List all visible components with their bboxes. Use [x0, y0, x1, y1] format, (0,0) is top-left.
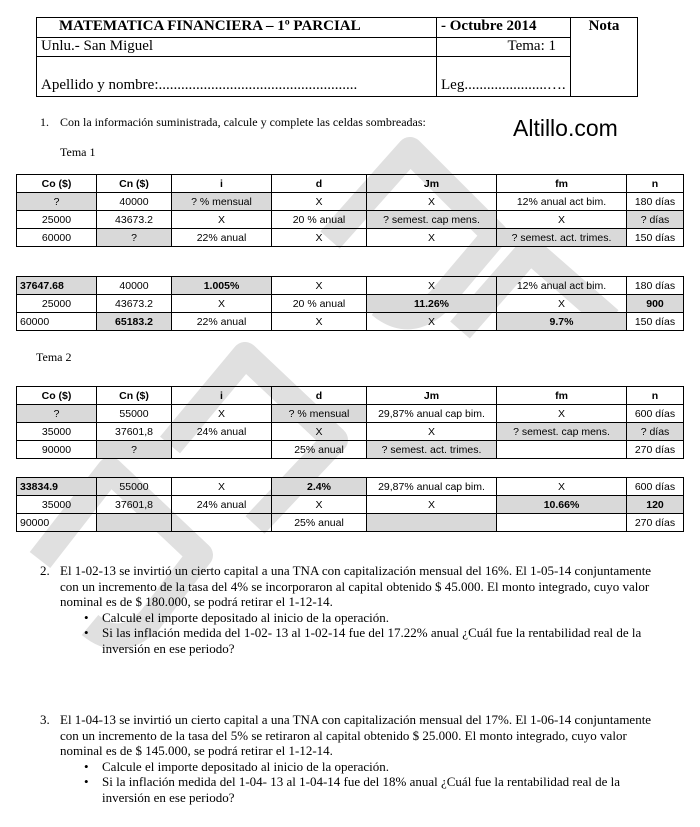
- table-cell: 180 días: [627, 193, 684, 211]
- table-cell: ? semest. cap mens.: [497, 423, 627, 441]
- table-cell: X: [172, 405, 272, 423]
- table-row: [17, 313, 684, 331]
- column-header: Co ($): [17, 175, 97, 193]
- table-cell: 60000: [17, 313, 97, 331]
- table-cell: X: [272, 313, 367, 331]
- column-header: Cn ($): [97, 387, 172, 405]
- tema-1-answer-table: [16, 276, 684, 331]
- question-2-number: 2.: [40, 563, 50, 578]
- table-cell: 25000: [17, 295, 97, 313]
- table-cell: X: [367, 193, 497, 211]
- table-cell: ?: [17, 193, 97, 211]
- exam-topic: Tema: 1: [437, 38, 571, 57]
- table-row: [17, 405, 684, 423]
- table-cell: 20 % anual: [272, 211, 367, 229]
- column-header: Co ($): [17, 387, 97, 405]
- table-cell: 11.26%: [367, 295, 497, 313]
- table-cell: 24% anual: [172, 496, 272, 514]
- table-cell: 33834.9: [17, 478, 97, 496]
- table-cell: ? % mensual: [272, 405, 367, 423]
- table-cell: [172, 514, 272, 532]
- column-header: i: [172, 175, 272, 193]
- table-cell: X: [272, 193, 367, 211]
- column-header: Cn ($): [97, 175, 172, 193]
- table-cell: 65183.2: [97, 313, 172, 331]
- table-cell: X: [272, 423, 367, 441]
- table-cell: 37647.68: [17, 277, 97, 295]
- table-row: [17, 229, 684, 247]
- table-cell: 40000: [97, 277, 172, 295]
- question-1-number: 1.: [40, 115, 49, 129]
- column-header: Jm: [367, 175, 497, 193]
- question-3-text: El 1-04-13 se invirtió un cierto capital a una TNA con capitalización mensual del 17%. El 1-06-14 conjuntamente con un incremento de la tasa del 5% se retiraron al capital obtenido $ 25.000. El monto integrado, cuyo valor nominal es de $ 145.000, se podrá retirar el 1-12-14.: [60, 712, 652, 758]
- table-cell: ?: [97, 441, 172, 459]
- exam-date: - Octubre 2014: [437, 18, 571, 38]
- table-cell: ? semest. cap mens.: [367, 211, 497, 229]
- table-cell: X: [272, 277, 367, 295]
- course-title: MATEMATICA FINANCIERA – 1º PARCIAL: [37, 18, 437, 38]
- table-cell: 10.66%: [497, 496, 627, 514]
- column-header: n: [627, 387, 684, 405]
- table-cell: X: [367, 229, 497, 247]
- column-header: Jm: [367, 387, 497, 405]
- column-header: fm: [497, 387, 627, 405]
- table-cell: X: [367, 313, 497, 331]
- table-cell: 22% anual: [172, 229, 272, 247]
- table-cell: 2.4%: [272, 478, 367, 496]
- table-row: [17, 441, 684, 459]
- question-3-bullet: • Si la inflación medida del 1-04- 13 al 1-04-14 fue del 18% anual ¿Cuál fue la rentabilidad real de la inversión en ese periodo?: [84, 774, 670, 805]
- table-cell: X: [272, 229, 367, 247]
- table-cell: 25% anual: [272, 441, 367, 459]
- university-name: Unlu.- San Miguel: [37, 38, 437, 57]
- table-cell: X: [497, 211, 627, 229]
- column-header: d: [272, 175, 367, 193]
- question-2-text: El 1-02-13 se invirtió un cierto capital a una TNA con capitalización mensual del 16%. El 1-05-14 conjuntamente con un incremento de la tasa del 4% se incorporaron al capital obtenido $ 45.000. El monto integrado, cuyo valor nominal es de $ 180.000, se podrá retirar el 1-12-14.: [60, 563, 652, 609]
- table-row: [17, 277, 684, 295]
- grade-box: Nota: [571, 18, 638, 97]
- question-3: [40, 712, 670, 805]
- table-cell: 600 días: [627, 405, 684, 423]
- table-cell: X: [497, 405, 627, 423]
- table-cell: X: [367, 496, 497, 514]
- table-cell: 120: [627, 496, 684, 514]
- table-cell: X: [497, 478, 627, 496]
- table-cell: 12% anual act bim.: [497, 277, 627, 295]
- table-cell: 60000: [17, 229, 97, 247]
- table-cell: 90000: [17, 441, 97, 459]
- table-cell: ? días: [627, 423, 684, 441]
- table-cell: [497, 514, 627, 532]
- table-header-row: [17, 387, 684, 405]
- table-cell: ?: [97, 229, 172, 247]
- table-cell: 900: [627, 295, 684, 313]
- table-cell: 25% anual: [272, 514, 367, 532]
- tema-1-question-table: [16, 174, 684, 247]
- table-cell: 150 días: [627, 229, 684, 247]
- table-cell: 43673.2: [97, 211, 172, 229]
- column-header: fm: [497, 175, 627, 193]
- table-cell: 24% anual: [172, 423, 272, 441]
- table-cell: 37601,8: [97, 496, 172, 514]
- table-cell: 12% anual act bim.: [497, 193, 627, 211]
- column-header: d: [272, 387, 367, 405]
- table-cell: 40000: [97, 193, 172, 211]
- table-cell: 90000: [17, 514, 97, 532]
- table-row: [17, 514, 684, 532]
- table-cell: 29,87% anual cap bim.: [367, 405, 497, 423]
- question-2: [40, 563, 670, 656]
- table-row: [17, 295, 684, 313]
- table-header-row: [17, 175, 684, 193]
- table-cell: [97, 514, 172, 532]
- table-row: [17, 211, 684, 229]
- table-cell: 37601,8: [97, 423, 172, 441]
- table-cell: 270 días: [627, 514, 684, 532]
- student-name-field: Apellido y nombre:.....................................................: [37, 57, 437, 97]
- question-3-bullets: [84, 759, 670, 806]
- table-cell: X: [367, 277, 497, 295]
- table-cell: 35000: [17, 496, 97, 514]
- table-cell: [497, 441, 627, 459]
- table-row: [17, 193, 684, 211]
- table-cell: 150 días: [627, 313, 684, 331]
- table-cell: 35000: [17, 423, 97, 441]
- table-cell: 1.005%: [172, 277, 272, 295]
- table-cell: 180 días: [627, 277, 684, 295]
- question-3-number: 3.: [40, 712, 50, 727]
- table-cell: 55000: [97, 405, 172, 423]
- table-cell: ? semest. act. trimes.: [367, 441, 497, 459]
- table-cell: ? días: [627, 211, 684, 229]
- table-cell: X: [367, 423, 497, 441]
- table-cell: 9.7%: [497, 313, 627, 331]
- table-cell: [172, 441, 272, 459]
- tema-2-label: Tema 2: [36, 350, 72, 364]
- question-1: [40, 115, 426, 130]
- question-2-bullet: • Si las inflación medida del 1-02- 13 al 1-02-14 fue del 17.22% anual ¿Cuál fue la rentabilidad real de la inversión en ese periodo?: [84, 625, 670, 656]
- tema-2-question-table: [16, 386, 684, 459]
- table-row: [17, 496, 684, 514]
- table-cell: 55000: [97, 478, 172, 496]
- table-cell: 600 días: [627, 478, 684, 496]
- column-header: i: [172, 387, 272, 405]
- table-cell: 29,87% anual cap bim.: [367, 478, 497, 496]
- table-cell: ? % mensual: [172, 193, 272, 211]
- table-cell: 43673.2: [97, 295, 172, 313]
- table-cell: X: [172, 295, 272, 313]
- question-3-bullet: • Calcule el importe depositado al inicio de la operación.: [84, 759, 670, 775]
- question-2-bullet: • Calcule el importe depositado al inicio de la operación.: [84, 610, 670, 626]
- table-cell: 20 % anual: [272, 295, 367, 313]
- table-cell: 270 días: [627, 441, 684, 459]
- site-logo: Altillo.com: [513, 115, 618, 141]
- table-cell: [367, 514, 497, 532]
- student-leg-field: Leg......................….: [437, 57, 571, 97]
- table-cell: 22% anual: [172, 313, 272, 331]
- exam-header: [36, 17, 638, 97]
- table-cell: 25000: [17, 211, 97, 229]
- question-2-bullets: [84, 610, 670, 657]
- table-cell: X: [497, 295, 627, 313]
- column-header: n: [627, 175, 684, 193]
- table-row: [17, 423, 684, 441]
- table-cell: X: [172, 478, 272, 496]
- table-cell: X: [172, 211, 272, 229]
- table-cell: ?: [17, 405, 97, 423]
- table-cell: ? semest. act. trimes.: [497, 229, 627, 247]
- table-row: [17, 478, 684, 496]
- table-cell: X: [272, 496, 367, 514]
- question-1-text: Con la información suministrada, calcule y complete las celdas sombreadas:: [60, 115, 426, 129]
- tema-1-label: Tema 1: [60, 145, 96, 159]
- tema-2-answer-table: [16, 477, 684, 532]
